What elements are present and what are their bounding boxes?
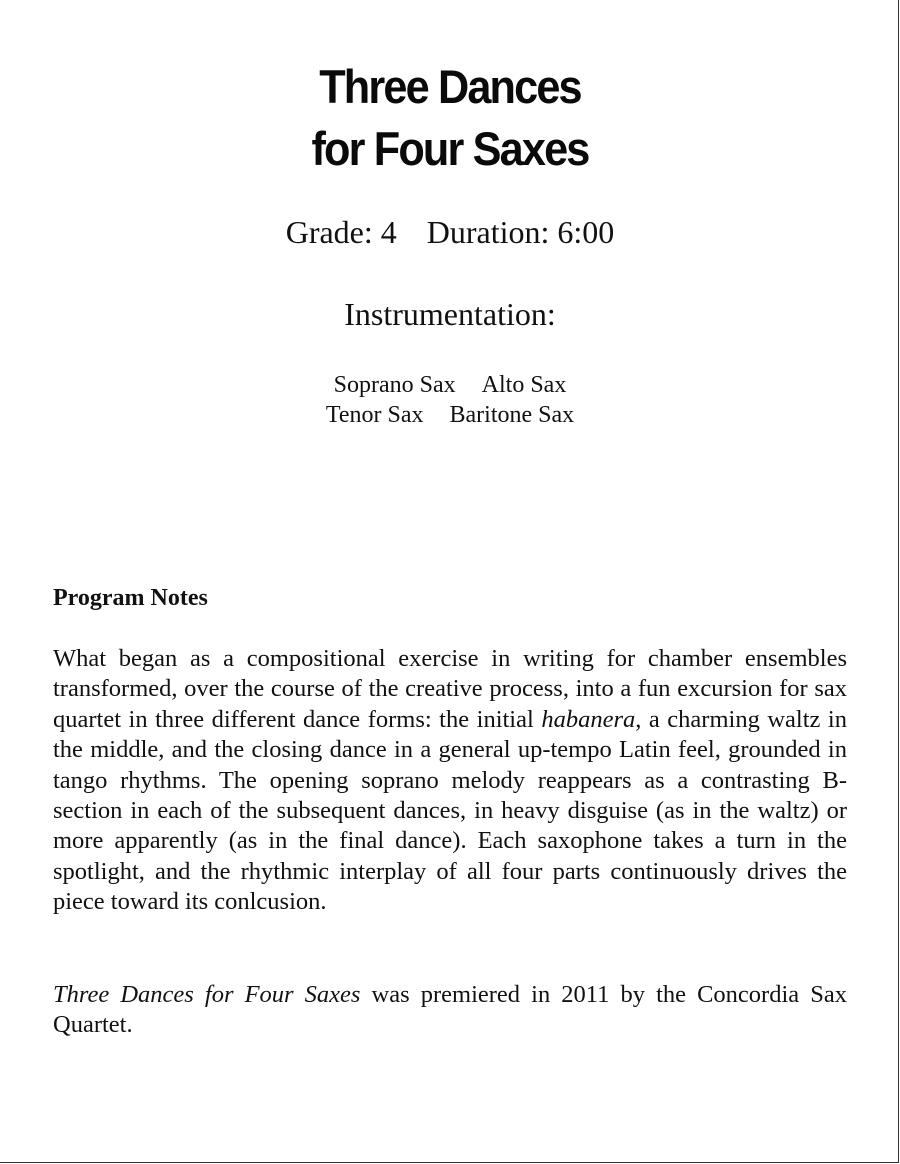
instrument-tenor-sax: Tenor Sax	[325, 402, 424, 428]
p1-italic-habanera: habanera	[541, 705, 636, 733]
instrumentation-row-1	[0, 370, 900, 400]
p2-italic-title: Three Dances for Four Saxes	[53, 981, 361, 1008]
piece-title	[36, 56, 864, 180]
instrument-soprano-sax: Soprano Sax	[333, 372, 456, 398]
program-notes-paragraph-1	[53, 644, 847, 918]
title-line-2: for Four Saxes	[311, 122, 589, 175]
p2-text: was premiered in 2011 by the Concordia Sax Quartet.	[53, 981, 847, 1039]
p1-text-a: What began as a compositional exercise in writing for chamber ensembles transformed, over the course of the creative process, into a fun excursion for sax quartet in three different dance forms: the initial	[53, 645, 847, 733]
instrument-alto-sax: Alto Sax	[481, 372, 567, 398]
program-notes-paragraph-2	[53, 980, 847, 1041]
duration-text: Duration: 6:00	[426, 214, 615, 250]
program-notes-heading: Program Notes	[53, 585, 208, 611]
instrumentation-list	[0, 370, 900, 430]
grade-text: Grade: 4	[285, 214, 397, 250]
title-line-1: Three Dances	[319, 60, 581, 113]
instrumentation-heading: Instrumentation:	[344, 296, 556, 332]
instrument-baritone-sax: Baritone Sax	[449, 402, 575, 428]
grade-duration-line	[0, 212, 900, 252]
p1-text-b: , a charming waltz in the middle, and the closing dance in a general up-tempo Latin feel, grounded in tango rhythms. The opening soprano melody reappears as a contrasting B-section in each of the subsequent dances, in heavy disguise (as in the waltz) or more apparently (as in the final dance). Each saxophone takes a turn in the spotlight, and the rhythmic interplay of all four parts continuously drives the piece toward its conlcusion.	[53, 705, 847, 916]
instrumentation-row-2	[0, 400, 900, 430]
